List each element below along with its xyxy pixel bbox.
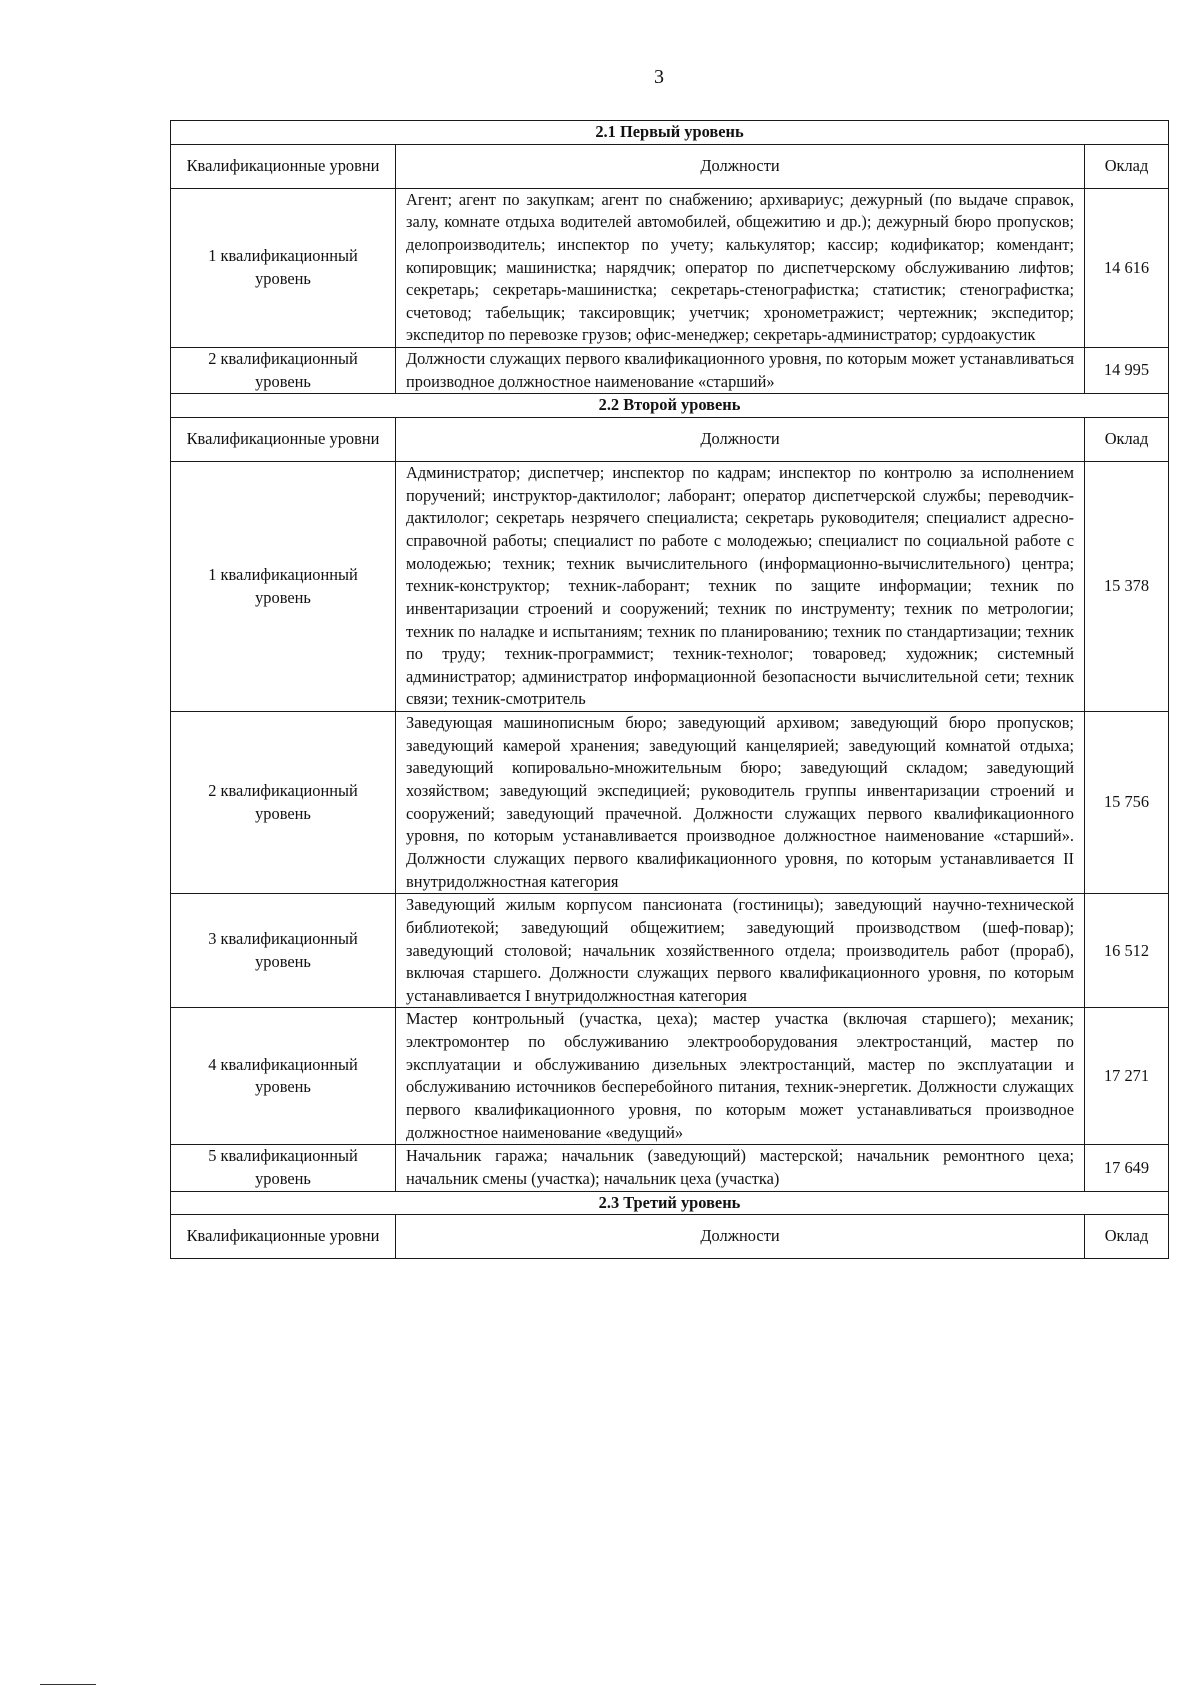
- section-title: 2.1 Первый уровень: [171, 121, 1169, 145]
- qualification-level: 2 квалификационный уровень: [171, 348, 396, 394]
- header-levels: Квалификационные уровни: [171, 144, 396, 188]
- header-salary: Оклад: [1085, 1215, 1169, 1259]
- section-title: 2.3 Третий уровень: [171, 1191, 1169, 1215]
- qualification-level: 5 квалификационный уровень: [171, 1145, 396, 1191]
- positions-list: Заведующая машинописным бюро; заведующий архивом; заведующий бюро пропусков; заведующий камерой хранения; заведующий канцелярией; заведующий комнатой отдыха; заведующий копировально-множительным бюро; заведующий складом; заведующий хозяйством; заведующий экспедицией; руководитель группы инвентаризации строений и сооружений; заведующий прачечной. Должности служащих первого квалификационного уровня, по которым устанавливается производное должностное наименование «старший». Должности служащих первого квалификационного уровня, по которым устанавливается II внутридолжностная категория: [396, 712, 1085, 894]
- table-row: [171, 1008, 1169, 1145]
- section-row: [171, 121, 1169, 145]
- positions-list: Должности служащих первого квалификационного уровня, по которым может устанавливаться производное должностное наименование «старший»: [396, 348, 1085, 394]
- section-row: [171, 394, 1169, 418]
- salary-value: 14 616: [1085, 188, 1169, 347]
- section-row: [171, 1191, 1169, 1215]
- salary-table: [170, 120, 1169, 1259]
- salary-value: 15 378: [1085, 462, 1169, 712]
- header-row: [171, 1215, 1169, 1259]
- qualification-level: 3 квалификационный уровень: [171, 894, 396, 1008]
- header-positions: Должности: [396, 144, 1085, 188]
- positions-list: Агент; агент по закупкам; агент по снабжению; архивариус; дежурный (по выдаче справок, залу, комнате отдыха водителей автомобилей, общежитию и др.); дежурный бюро пропусков; делопроизводитель; инспектор по учету; калькулятор; кассир; кодификатор; комендант; копировщик; машинистка; нарядчик; оператор по диспетчерскому обслуживанию лифтов; секретарь; секретарь-машинистка; секретарь-стенографистка; статистик; стенографистка; счетовод; табельщик; таксировщик; учетчик; хронометражист; чертежник; экспедитор; экспедитор по перевозке грузов; офис-менеджер; секретарь-администратор; сурдоакустик: [396, 188, 1085, 347]
- table-row: [171, 188, 1169, 347]
- table-row: [171, 462, 1169, 712]
- header-positions: Должности: [396, 418, 1085, 462]
- salary-value: 16 512: [1085, 894, 1169, 1008]
- positions-list: Мастер контрольный (участка, цеха); мастер участка (включая старшего); механик; электромонтер по обслуживанию электрооборудования электростанций, мастер по эксплуатации и обслуживанию дизельных электростанций, мастер по эксплуатации и обслуживанию источников бесперебойного питания, техник-энергетик. Должности служащих первого квалификационного уровня, по которым может устанавливаться производное должностное наименование «ведущий»: [396, 1008, 1085, 1145]
- table-row: [171, 348, 1169, 394]
- header-row: [171, 144, 1169, 188]
- salary-value: 14 995: [1085, 348, 1169, 394]
- positions-list: Заведующий жилым корпусом пансионата (гостиницы); заведующий научно-технической библиотекой; заведующий общежитием; заведующий производством (шеф-повар); заведующий столовой; начальник хозяйственного отдела; производитель работ (прораб), включая старшего. Должности служащих первого квалификационного уровня, по которым устанавливается I внутридолжностная категория: [396, 894, 1085, 1008]
- salary-value: 15 756: [1085, 712, 1169, 894]
- positions-list: Администратор; диспетчер; инспектор по кадрам; инспектор по контролю за исполнением поручений; инструктор-дактилолог; лаборант; оператор диспетчерской службы; переводчик-дактилолог; секретарь незрячего специалиста; секретарь руководителя; специалист адресно-справочной работы; специалист по работе с молодежью; специалист по социальной работе с молодежью; техник; техник вычислительного (информационно-вычислительного) центра; техник-конструктор; техник-лаборант; техник по защите информации; техник по инвентаризации строений и сооружений; техник по инструменту; техник по метрологии; техник по наладке и испытаниям; техник по планированию; техник по стандартизации; техник по труду; техник-программист; техник-технолог; товаровед; художник; системный администратор; администратор информационной безопасности вычислительной сети; техник связи; техник-смотритель: [396, 462, 1085, 712]
- header-levels: Квалификационные уровни: [171, 418, 396, 462]
- table-row: [171, 894, 1169, 1008]
- qualification-level: 1 квалификационный уровень: [171, 462, 396, 712]
- salary-value: 17 271: [1085, 1008, 1169, 1145]
- positions-list: Начальник гаража; начальник (заведующий) мастерской; начальник ремонтного цеха; начальник смены (участка); начальник цеха (участка): [396, 1145, 1085, 1191]
- section-title: 2.2 Второй уровень: [171, 394, 1169, 418]
- header-positions: Должности: [396, 1215, 1085, 1259]
- table-row: [171, 712, 1169, 894]
- header-salary: Оклад: [1085, 144, 1169, 188]
- qualification-level: 2 квалификационный уровень: [171, 712, 396, 894]
- table-row: [171, 1145, 1169, 1191]
- header-levels: Квалификационные уровни: [171, 1215, 396, 1259]
- header-salary: Оклад: [1085, 418, 1169, 462]
- qualification-level: 1 квалификационный уровень: [171, 188, 396, 347]
- qualification-level: 4 квалификационный уровень: [171, 1008, 396, 1145]
- page-number: 3: [654, 66, 664, 88]
- header-row: [171, 418, 1169, 462]
- salary-value: 17 649: [1085, 1145, 1169, 1191]
- footer-rule: [40, 1684, 96, 1685]
